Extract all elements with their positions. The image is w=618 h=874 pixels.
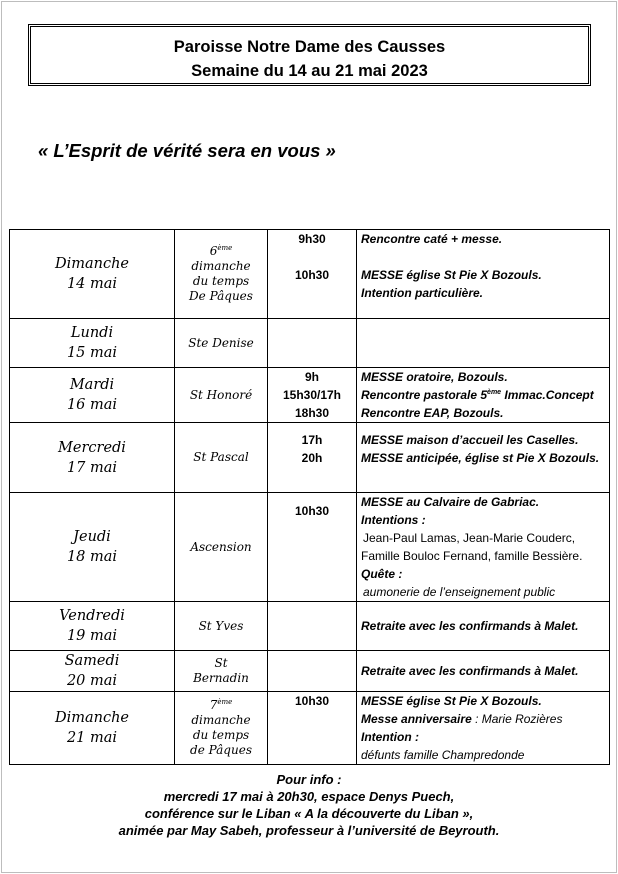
- day-name: Samedi: [64, 653, 120, 669]
- event-cell: [357, 692, 610, 765]
- parish-name: Paroisse Notre Dame des Causses: [173, 38, 446, 56]
- table-row: [10, 692, 610, 765]
- info-block: [0, 771, 618, 839]
- event-cell: [357, 423, 610, 493]
- time-value: 10h30: [294, 268, 330, 282]
- table-row: [10, 602, 610, 651]
- event-text: MESSE église St Pie X Bozouls.: [361, 694, 542, 708]
- saint-cell: St Yves: [175, 602, 268, 651]
- event-cell: [357, 651, 610, 692]
- saint-cell: St Honoré: [175, 368, 268, 423]
- day-date: 20 mai: [66, 673, 118, 689]
- time-value: 20h: [301, 451, 323, 465]
- event-cell: [357, 368, 610, 423]
- day-name: Jeudi: [73, 529, 111, 545]
- liturgical-line: du temps: [192, 274, 250, 288]
- week-dates: Semaine du 14 au 21 mai 2023: [191, 62, 428, 80]
- day-date: 17 mai: [66, 459, 118, 476]
- day-cell: [10, 423, 175, 493]
- time-value: 10h30: [294, 694, 330, 708]
- table-row: [10, 230, 610, 319]
- day-cell: [10, 493, 175, 602]
- spacer: [268, 248, 356, 266]
- saint-cell: [175, 230, 268, 319]
- event-text: MESSE église St Pie X Bozouls.: [361, 268, 542, 282]
- event-cell: [357, 493, 610, 602]
- day-name: Dimanche: [54, 710, 130, 726]
- quete-text: aumonerie de l’enseignement public: [363, 585, 556, 599]
- time-cell: [268, 692, 357, 765]
- intentions-label: Intentions :: [361, 513, 426, 527]
- table-row: [10, 368, 610, 423]
- time-cell: [268, 602, 357, 651]
- time-value: 9h: [304, 370, 319, 384]
- time-value: 15h30/17h: [282, 388, 342, 402]
- liturgical-line: de Pâques: [190, 743, 252, 757]
- liturgical-line: du temps: [192, 728, 250, 742]
- event-cell: [357, 230, 610, 319]
- day-date: 18 mai: [66, 549, 118, 565]
- time-value: 18h30: [294, 406, 330, 420]
- info-line: conférence sur le Liban « A la découverte du Liban »,: [144, 806, 474, 821]
- event-text: Intention particulière.: [361, 286, 484, 300]
- table-row: [10, 493, 610, 602]
- intention-text: Jean-Paul Lamas, Jean-Marie Couderc,: [363, 531, 576, 545]
- header-box: [28, 24, 591, 86]
- gospel-quote: « L’Esprit de vérité sera en vous »: [38, 140, 336, 161]
- time-cell: [268, 423, 357, 493]
- table-row: [10, 423, 610, 493]
- day-cell: [10, 651, 175, 692]
- event-text: Messe anniversaire : Marie Rozières: [361, 712, 563, 726]
- day-cell: [10, 692, 175, 765]
- event-text: MESSE maison d’accueil les Caselles.: [361, 433, 579, 447]
- saint-cell: Ste Denise: [175, 319, 268, 368]
- day-cell: [10, 602, 175, 651]
- liturgical-line: De Pâques: [189, 289, 253, 303]
- day-name: Mardi: [69, 377, 115, 393]
- table-row: [10, 319, 610, 368]
- day-name: Vendredi: [59, 608, 125, 624]
- event-text: MESSE au Calvaire de Gabriac.: [361, 495, 540, 509]
- quete-label: Quête :: [361, 567, 403, 581]
- event-text: MESSE anticipée, église st Pie X Bozouls.: [361, 451, 600, 465]
- saint-cell: Ascension: [175, 493, 268, 602]
- event-text: Rencontre caté + messe.: [361, 232, 503, 246]
- info-line: mercredi 17 mai à 20h30, espace Denys Puech,: [163, 789, 455, 804]
- day-date: 14 mai: [66, 276, 118, 292]
- table-row: [10, 651, 610, 692]
- liturgical-line: dimanche: [191, 259, 251, 273]
- saint-cell: St Pascal: [175, 423, 268, 493]
- event-cell: [357, 319, 610, 368]
- info-line: animée par May Sabeh, professeur à l’université de Beyrouth.: [118, 823, 500, 838]
- saint-cell: [175, 651, 268, 692]
- liturgical-number: 7ème: [209, 698, 233, 712]
- day-cell: [10, 319, 175, 368]
- time-cell: [268, 319, 357, 368]
- day-date: 21 mai: [66, 730, 118, 746]
- spacer: [361, 248, 609, 266]
- day-date: 15 mai: [66, 345, 118, 361]
- liturgical-number: 6ème: [209, 244, 233, 258]
- event-text: Retraite avec les confirmands à Malet.: [361, 619, 579, 633]
- time-cell: [268, 493, 357, 602]
- event-text: défunts famille Champredonde: [361, 748, 525, 762]
- day-name: Mercredi: [58, 439, 126, 456]
- time-value: 10h30: [294, 504, 330, 518]
- time-cell: [268, 230, 357, 319]
- time-cell: [268, 368, 357, 423]
- intention-text: Famille Bouloc Fernand, famille Bessière.: [361, 549, 583, 563]
- event-text: Intention :: [361, 730, 419, 744]
- saint-cell: [175, 692, 268, 765]
- day-date: 19 mai: [66, 628, 118, 644]
- event-text: Rencontre pastorale 5ème Immac.Concept: [361, 388, 594, 402]
- day-date: 16 mai: [66, 397, 118, 413]
- schedule-table: [9, 229, 610, 765]
- event-text: Retraite avec les confirmands à Malet.: [361, 664, 579, 678]
- day-cell: [10, 230, 175, 319]
- event-text: MESSE oratoire, Bozouls.: [361, 370, 508, 384]
- day-cell: [10, 368, 175, 423]
- day-name: Lundi: [70, 325, 114, 341]
- info-title: Pour info :: [276, 772, 342, 787]
- day-name: Dimanche: [54, 256, 130, 272]
- event-cell: [357, 602, 610, 651]
- saint-line: St: [214, 656, 228, 670]
- time-value: 9h30: [298, 232, 326, 246]
- liturgical-line: dimanche: [191, 713, 251, 727]
- saint-line: Bernadin: [193, 671, 249, 685]
- time-cell: [268, 651, 357, 692]
- event-text: Rencontre EAP, Bozouls.: [361, 406, 504, 420]
- time-value: 17h: [301, 433, 323, 447]
